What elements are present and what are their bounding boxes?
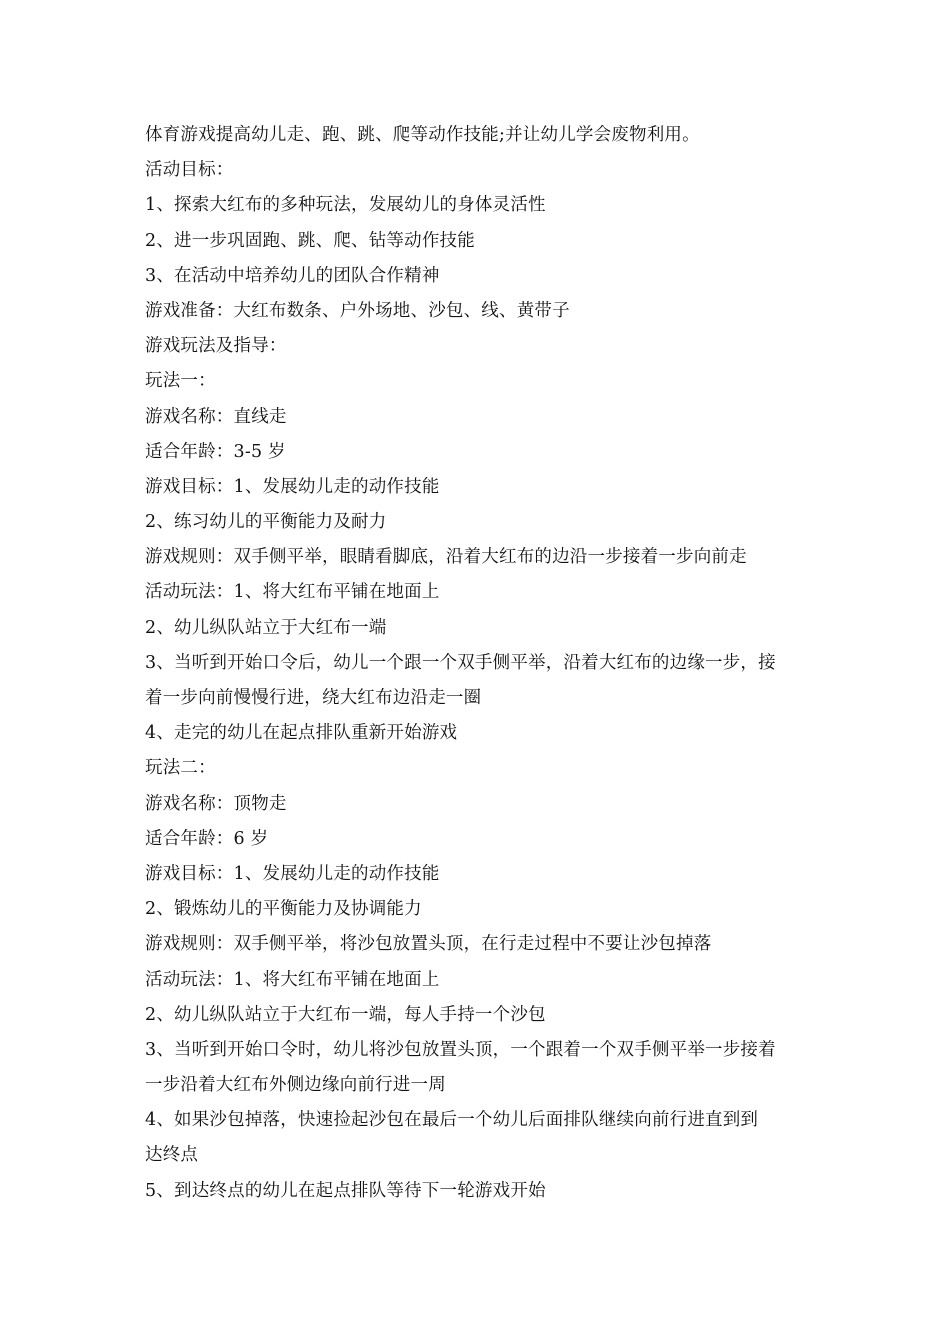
section-heading: 活动目标：	[145, 160, 234, 181]
document-body	[145, 118, 825, 1209]
text-line: 3、在活动中培养幼儿的团队合作精神	[145, 265, 440, 286]
text-line: 活动玩法：1、将大红布平铺在地面上	[145, 969, 440, 990]
text-line: 3、当听到开始口令后，幼儿一个跟一个双手侧平举，沿着大红布的边缘一步，接	[145, 652, 776, 673]
text-line: 适合年龄：6 岁	[145, 828, 269, 849]
text-line: 2、练习幼儿的平衡能力及耐力	[145, 512, 387, 533]
section-heading: 玩法二：	[145, 758, 216, 779]
text-line: 一步沿着大红布外侧边缘向前行进一周	[145, 1075, 446, 1096]
text-line: 游戏目标：1、发展幼儿走的动作技能	[145, 476, 440, 497]
text-line: 游戏目标：1、发展幼儿走的动作技能	[145, 863, 440, 884]
text-line: 4、如果沙包掉落，快速捡起沙包在最后一个幼儿后面排队继续向前行进直到到	[145, 1110, 759, 1131]
text-line: 5、到达终点的幼儿在起点排队等待下一轮游戏开始	[145, 1180, 546, 1201]
text-line: 4、走完的幼儿在起点排队重新开始游戏	[145, 723, 458, 744]
text-line: 游戏规则：双手侧平举，眼睛看脚底，沿着大红布的边沿一步接着一步向前走	[145, 547, 747, 568]
text-line: 游戏规则：双手侧平举，将沙包放置头顶，在行走过程中不要让沙包掉落	[145, 934, 712, 955]
text-line: 游戏名称：顶物走	[145, 793, 287, 814]
text-line: 2、进一步巩固跑、跳、爬、钻等动作技能	[145, 230, 475, 251]
section-heading: 玩法一：	[145, 371, 216, 392]
text-line: 游戏名称：直线走	[145, 406, 287, 427]
text-line: 活动玩法：1、将大红布平铺在地面上	[145, 582, 440, 603]
text-line: 体育游戏提高幼儿走、跑、跳、爬等动作技能;并让幼儿学会废物利用。	[145, 125, 700, 145]
text-line: 2、幼儿纵队站立于大红布一端	[145, 617, 387, 638]
section-heading: 游戏玩法及指导：	[145, 336, 287, 357]
text-line: 达终点	[145, 1145, 199, 1166]
text-line: 游戏准备：大红布数条、户外场地、沙包、线、黄带子	[145, 300, 570, 321]
text-line: 着一步向前慢慢行进，绕大红布边沿走一圈	[145, 688, 482, 708]
text-line: 2、锻炼幼儿的平衡能力及协调能力	[145, 899, 422, 920]
text-line: 3、当听到开始口令时，幼儿将沙包放置头顶，一个跟着一个双手侧平举一步接着	[145, 1039, 776, 1060]
text-line: 2、幼儿纵队站立于大红布一端，每人手持一个沙包	[145, 1004, 546, 1025]
text-line: 1、探索大红布的多种玩法，发展幼儿的身体灵活性	[145, 195, 546, 216]
text-line: 适合年龄：3-5 岁	[145, 441, 286, 462]
